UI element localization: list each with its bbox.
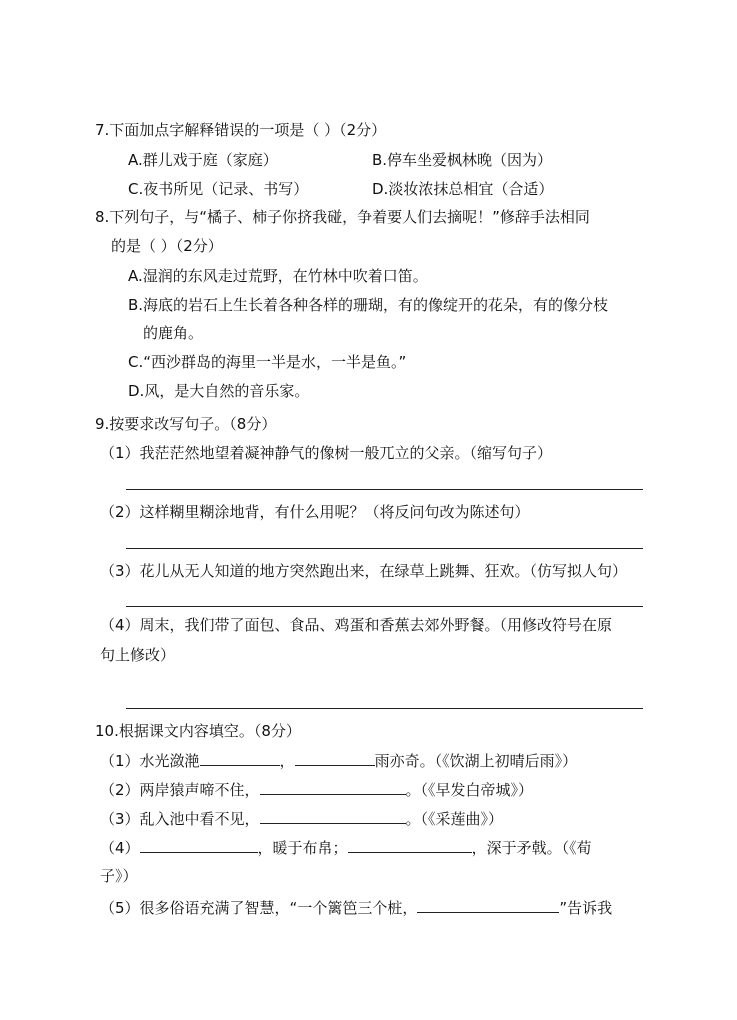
q10-item-1-text-c: 雨亦奇。（《饮湖上初晴后雨》） — [374, 752, 578, 770]
q10-item-4-text-c: ，深于矛戟。（《荀 — [471, 839, 592, 857]
q10-blank-2[interactable] — [260, 779, 406, 795]
q7-stem: 7.下面加点字解释错误的一项是（ ）（2分） — [95, 121, 387, 139]
q10-item-5 — [100, 897, 612, 918]
q8-option-a: A.湿润的东风走过荒野，在竹林中吹着口笛。 — [128, 267, 428, 285]
q10-blank-4b[interactable] — [348, 837, 472, 853]
q9-answer-line-3[interactable] — [126, 606, 643, 607]
q9-item-1: （1）我茫茫然地望着凝神静气的像树一般兀立的父亲。（缩写句子） — [100, 444, 553, 462]
q7-option-d: D.淡妆浓抹总相宜（合适） — [372, 180, 554, 198]
q10-item-1-text-a: （1）水光潋滟 — [100, 752, 200, 770]
q10-item-5-text-a: （5）很多俗语充满了智慧，“一个篱笆三个桩， — [100, 899, 418, 917]
q9-item-3: （3）花儿从无人知道的地方突然跑出来，在绿草上跳舞、狂欢。（仿写拟人句） — [100, 562, 628, 580]
q8-stem-line1: 8.下列句子，与“橘子、柿子你挤我碰，争着要人们去摘呢！”修辞手法相同 — [95, 208, 590, 226]
q10-item-3-text-b: 。（《采莲曲》） — [405, 810, 504, 828]
q8-option-d: D.风，是大自然的音乐家。 — [128, 382, 310, 400]
q9-item-2: （2）这样糊里糊涂地背，有什么用呢？（将反问句改为陈述句） — [100, 503, 530, 521]
q9-answer-line-4[interactable] — [126, 708, 643, 709]
q10-blank-3[interactable] — [260, 808, 406, 824]
q8-option-b-cont: 的鹿角。 — [143, 324, 204, 342]
q10-item-3-text-a: （3）乱入池中看不见， — [100, 810, 260, 828]
q9-item-4: （4）周末，我们带了面包、食品、鸡蛋和香蕉去郊外野餐。（用修改符号在原 — [100, 616, 613, 634]
q10-item-4-cont: 子》） — [100, 867, 138, 885]
q10-item-2-text-a: （2）两岸猿声啼不住， — [100, 781, 260, 799]
q7-option-c: C.夜书所见（记录、书写） — [128, 180, 309, 198]
q10-blank-1b[interactable] — [295, 750, 375, 766]
q10-item-3 — [100, 808, 503, 829]
q8-option-c: C.“西沙群岛的海里一半是水，一半是鱼。” — [128, 353, 407, 371]
q10-blank-5[interactable] — [417, 897, 559, 913]
q10-item-1 — [100, 750, 577, 771]
q10-item-1-text-b: ， — [279, 752, 295, 770]
q10-item-2-text-b: 。（《早发白帝城》） — [405, 781, 534, 799]
q8-option-b: B.海底的岩石上生长着各种各样的珊瑚，有的像绽开的花朵，有的像分枝 — [128, 296, 609, 314]
q10-item-4-text-b: ，暖于布帛； — [257, 839, 348, 857]
q7-option-b: B.停车坐爱枫林晚（因为） — [372, 151, 553, 169]
q10-item-4-text-a: （4） — [100, 839, 140, 857]
q8-stem-line2: 的是（ ）（2分） — [111, 237, 223, 255]
q9-answer-line-2[interactable] — [126, 548, 643, 549]
q10-item-5-text-b: ”告诉我 — [559, 899, 613, 917]
q10-item-2 — [100, 779, 533, 800]
q9-item-4-cont: 句上修改） — [100, 646, 176, 664]
q9-answer-line-1[interactable] — [126, 489, 643, 490]
q10-stem: 10.根据课文内容填空。（8分） — [95, 722, 301, 740]
q10-blank-1a[interactable] — [200, 750, 280, 766]
q9-stem: 9.按要求改写句子。（8分） — [95, 415, 277, 433]
q7-option-a: A.群儿戏于庭（家庭） — [128, 151, 278, 169]
q10-blank-4a[interactable] — [140, 837, 258, 853]
q10-item-4 — [100, 837, 592, 858]
